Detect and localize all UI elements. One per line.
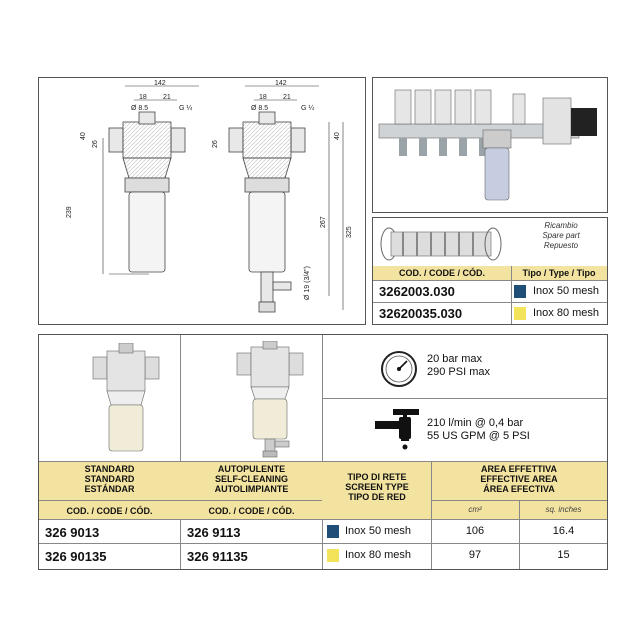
area-sqin-1: 16.4 [552, 525, 575, 537]
area-cm2-2: 97 [468, 549, 482, 561]
spare-col-code: COD. / CODE / CÓD. [398, 268, 485, 278]
dimension-drawings-panel [38, 77, 366, 325]
dim-325: 325 [346, 226, 353, 238]
screen-type-2: Inox 80 mesh [345, 549, 412, 561]
dim-26-a: 26 [92, 140, 99, 148]
self-cleaning-filter-drawing [212, 80, 353, 312]
standard-filter-image [87, 343, 167, 455]
spare-col-type: Tipo / Type / Tipo [522, 268, 596, 278]
product-table-panel [38, 334, 608, 570]
self-cleaning-filter-image [231, 341, 311, 459]
dim-26-b: 26 [212, 140, 219, 148]
spare-part-panel [372, 217, 608, 325]
unit-cm2: cm² [468, 505, 482, 514]
unit-sq-inches: sq. inches [545, 505, 582, 514]
dim-40-a: 40 [80, 132, 87, 140]
dim-18-a: 18 [139, 94, 147, 101]
dim-142-b: 142 [275, 80, 287, 87]
header-effective-area: AREA EFFETTIVA EFFECTIVE AREA ÁREA EFECTIVA [480, 464, 558, 494]
dim-g14-a: G ¼ [179, 105, 193, 112]
std-code-1: 326 9013 [45, 525, 100, 540]
manifold-assembly-image [373, 78, 607, 212]
dim-40-b: 40 [334, 132, 341, 140]
spare-type-1: Inox 50 mesh [533, 285, 600, 297]
row1-swatch [327, 525, 339, 538]
header-cod-self: COD. / CODE / CÓD. [208, 506, 295, 516]
dim-d85-a: Ø 8.5 [131, 105, 149, 112]
header-screen-type: TIPO DI RETE SCREEN TYPE TIPO DE RED [345, 472, 409, 502]
spare-part-title: Ricambio Spare part Repuesto [542, 221, 580, 250]
swatch-50-mesh [514, 285, 526, 298]
dim-21-a: 21 [163, 94, 171, 101]
standard-filter-drawing [66, 80, 199, 274]
header-self-cleaning: AUTOPULENTE SELF-CLEANING AUTOLIMPIANTE [214, 464, 289, 494]
flow-spec: 210 l/min @ 0,4 bar 55 US GPM @ 5 PSI [427, 417, 530, 442]
dim-239: 239 [66, 206, 73, 218]
dim-g14-b: G ¼ [301, 105, 315, 112]
faucet-flow-icon [373, 407, 433, 451]
dimension-drawings [39, 78, 365, 324]
header-cod-standard: COD. / CODE / CÓD. [66, 506, 153, 516]
swatch-80-mesh [514, 307, 526, 320]
spare-code-1: 3262003.030 [379, 284, 455, 299]
dim-18-b: 18 [259, 94, 267, 101]
dim-21-b: 21 [283, 94, 291, 101]
header-standard: STANDARD STANDARD ESTÁNDAR [84, 464, 135, 494]
manifold-photo-panel [372, 77, 608, 213]
dim-d85-b: Ø 8.5 [251, 105, 269, 112]
dim-267: 267 [320, 216, 327, 228]
spare-code-2: 32620035.030 [379, 306, 463, 321]
std-code-2: 326 90135 [45, 549, 107, 564]
self-code-2: 326 91135 [187, 549, 248, 564]
pressure-gauge-icon [379, 349, 419, 389]
self-code-1: 326 9113 [187, 525, 241, 540]
row2-swatch [327, 549, 339, 562]
dim-d19: Ø 19 (3/4") [304, 266, 311, 300]
screen-cartridge-image [377, 224, 505, 264]
area-cm2-1: 106 [465, 525, 485, 537]
screen-type-1: Inox 50 mesh [345, 525, 412, 537]
pressure-spec: 20 bar max 290 PSI max [427, 353, 490, 378]
spare-type-2: Inox 80 mesh [533, 307, 600, 319]
area-sqin-2: 15 [557, 549, 570, 561]
dim-142-a: 142 [154, 80, 166, 87]
